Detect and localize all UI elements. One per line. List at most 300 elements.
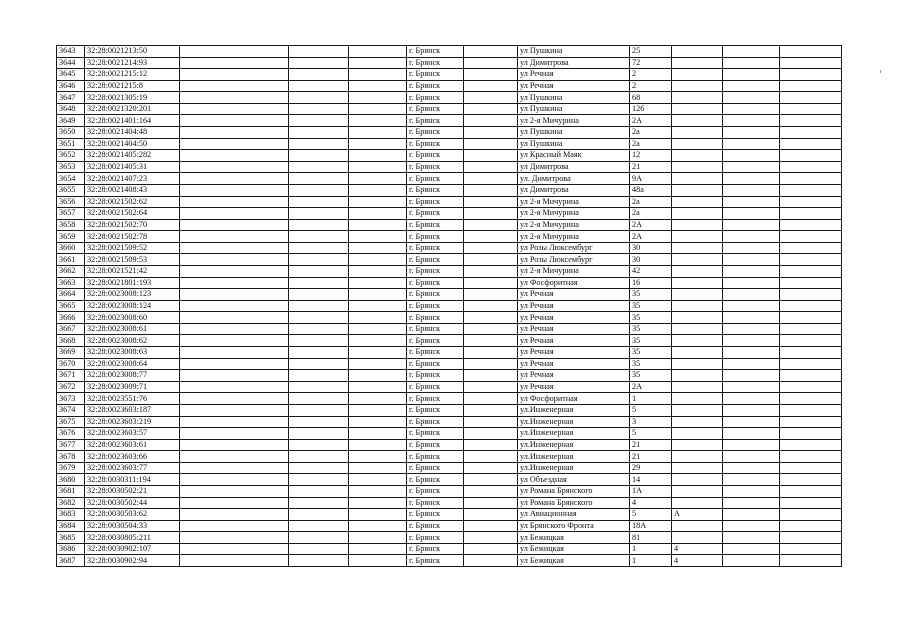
cell-street: ул Димитрова — [518, 57, 630, 69]
cell-house-number: 5 — [630, 404, 672, 416]
cell-row-number: 3658 — [57, 219, 85, 231]
cell-house-number: 35 — [630, 289, 672, 301]
cell-col-5 — [349, 289, 407, 301]
table-row — [57, 485, 842, 497]
cell-col-12 — [780, 462, 842, 474]
cell-col-5 — [349, 46, 407, 58]
cell-col-12 — [780, 231, 842, 243]
table-row — [57, 289, 842, 301]
cell-col-11 — [723, 103, 780, 115]
cell-row-number: 3654 — [57, 173, 85, 185]
cell-col-11 — [723, 219, 780, 231]
cell-col-5 — [349, 312, 407, 324]
cell-city: г. Брянск — [407, 416, 464, 428]
cell-col-7 — [464, 497, 518, 509]
cell-col-5 — [349, 555, 407, 567]
cell-row-number: 3651 — [57, 138, 85, 150]
cell-house-number: 2а — [630, 208, 672, 220]
cell-house-number: 42 — [630, 265, 672, 277]
cell-col-5 — [349, 127, 407, 139]
cell-col-3 — [180, 335, 289, 347]
cell-building — [672, 439, 723, 451]
cell-row-number: 3660 — [57, 242, 85, 254]
cell-street: ул.Инженерная — [518, 439, 630, 451]
cell-col-12 — [780, 381, 842, 393]
cell-col-3 — [180, 509, 289, 521]
cell-street: ул 2-я Мичурина — [518, 208, 630, 220]
cell-cadastral-number: 32:28:0021521:42 — [85, 265, 180, 277]
cell-col-11 — [723, 335, 780, 347]
cell-col-11 — [723, 451, 780, 463]
cell-city: г. Брянск — [407, 462, 464, 474]
cell-col-7 — [464, 103, 518, 115]
cell-row-number: 3670 — [57, 358, 85, 370]
cell-col-7 — [464, 231, 518, 243]
cell-col-4 — [289, 231, 349, 243]
cell-col-3 — [180, 277, 289, 289]
cell-street: ул.Инженерная — [518, 404, 630, 416]
cell-cadastral-number: 32:28:0021404:50 — [85, 138, 180, 150]
cell-col-11 — [723, 416, 780, 428]
table-row — [57, 404, 842, 416]
cell-house-number: 35 — [630, 300, 672, 312]
cell-cadastral-number: 32:28:0021214:93 — [85, 57, 180, 69]
cell-col-5 — [349, 231, 407, 243]
cell-col-11 — [723, 46, 780, 58]
cell-col-4 — [289, 127, 349, 139]
cell-col-7 — [464, 57, 518, 69]
table-row — [57, 219, 842, 231]
cell-street: ул Речная — [518, 323, 630, 335]
cell-street: ул 2-я Мичурина — [518, 196, 630, 208]
cell-col-7 — [464, 474, 518, 486]
table-row — [57, 370, 842, 382]
cell-row-number: 3650 — [57, 127, 85, 139]
cell-cadastral-number: 32:28:0023603:57 — [85, 428, 180, 440]
cell-building — [672, 242, 723, 254]
cell-col-4 — [289, 138, 349, 150]
cell-city: г. Брянск — [407, 277, 464, 289]
cell-col-7 — [464, 520, 518, 532]
cell-col-11 — [723, 80, 780, 92]
cell-col-11 — [723, 497, 780, 509]
cell-col-5 — [349, 69, 407, 81]
cell-building: А — [672, 509, 723, 521]
cell-col-12 — [780, 393, 842, 405]
cell-col-12 — [780, 150, 842, 162]
cell-col-12 — [780, 92, 842, 104]
cell-house-number: 12 — [630, 150, 672, 162]
cell-city: г. Брянск — [407, 242, 464, 254]
cell-row-number: 3659 — [57, 231, 85, 243]
cell-row-number: 3680 — [57, 474, 85, 486]
cell-col-4 — [289, 69, 349, 81]
cell-city: г. Брянск — [407, 115, 464, 127]
cell-col-7 — [464, 335, 518, 347]
cell-col-5 — [349, 347, 407, 359]
cell-col-12 — [780, 196, 842, 208]
cell-col-4 — [289, 254, 349, 266]
cell-col-7 — [464, 115, 518, 127]
cell-city: г. Брянск — [407, 219, 464, 231]
cell-street: ул Димитрова — [518, 161, 630, 173]
cell-col-4 — [289, 335, 349, 347]
cell-col-5 — [349, 161, 407, 173]
cell-col-5 — [349, 520, 407, 532]
cell-house-number: 1А — [630, 485, 672, 497]
cell-col-12 — [780, 161, 842, 173]
cell-col-12 — [780, 532, 842, 544]
cell-col-11 — [723, 312, 780, 324]
cell-building — [672, 393, 723, 405]
cell-row-number: 3678 — [57, 451, 85, 463]
cell-building — [672, 196, 723, 208]
cell-house-number: 30 — [630, 242, 672, 254]
cell-house-number: 21 — [630, 161, 672, 173]
cell-col-12 — [780, 46, 842, 58]
cell-cadastral-number: 32:28:0021502:62 — [85, 196, 180, 208]
table-row — [57, 474, 842, 486]
cell-city: г. Брянск — [407, 300, 464, 312]
cell-building: 4 — [672, 555, 723, 567]
table-row — [57, 462, 842, 474]
cell-cadastral-number: 32:28:0023008:62 — [85, 335, 180, 347]
cell-building — [672, 520, 723, 532]
cell-col-3 — [180, 393, 289, 405]
cell-col-5 — [349, 138, 407, 150]
cell-col-12 — [780, 115, 842, 127]
cell-street: ул.Инженерная — [518, 451, 630, 463]
table-row — [57, 323, 842, 335]
cell-col-7 — [464, 46, 518, 58]
cell-city: г. Брянск — [407, 57, 464, 69]
cell-col-11 — [723, 208, 780, 220]
table-row — [57, 196, 842, 208]
cell-cadastral-number: 32:28:0023603:187 — [85, 404, 180, 416]
cell-col-3 — [180, 80, 289, 92]
cell-house-number: 4 — [630, 497, 672, 509]
cell-house-number: 126 — [630, 103, 672, 115]
table-row — [57, 242, 842, 254]
cell-col-12 — [780, 404, 842, 416]
cell-col-11 — [723, 242, 780, 254]
cell-col-11 — [723, 300, 780, 312]
cell-col-7 — [464, 184, 518, 196]
cell-house-number: 81 — [630, 532, 672, 544]
cell-city: г. Брянск — [407, 289, 464, 301]
cell-col-5 — [349, 80, 407, 92]
cell-house-number: 48а — [630, 184, 672, 196]
table-row — [57, 57, 842, 69]
cell-col-3 — [180, 323, 289, 335]
cell-city: г. Брянск — [407, 404, 464, 416]
cell-city: г. Брянск — [407, 347, 464, 359]
table-row — [57, 184, 842, 196]
cell-col-11 — [723, 381, 780, 393]
cell-city: г. Брянск — [407, 323, 464, 335]
cell-col-3 — [180, 103, 289, 115]
cell-col-4 — [289, 289, 349, 301]
cell-house-number: 2А — [630, 231, 672, 243]
cell-col-3 — [180, 312, 289, 324]
cell-row-number: 3647 — [57, 92, 85, 104]
cell-street: ул Розы Люксембург — [518, 254, 630, 266]
cell-city: г. Брянск — [407, 439, 464, 451]
cell-col-12 — [780, 80, 842, 92]
cell-cadastral-number: 32:28:0023603:66 — [85, 451, 180, 463]
cell-col-11 — [723, 520, 780, 532]
table-row — [57, 127, 842, 139]
cell-col-11 — [723, 196, 780, 208]
cell-street: ул Речная — [518, 69, 630, 81]
cell-col-3 — [180, 92, 289, 104]
cell-col-4 — [289, 208, 349, 220]
cell-col-4 — [289, 323, 349, 335]
table-row — [57, 543, 842, 555]
cell-col-7 — [464, 127, 518, 139]
cell-house-number: 35 — [630, 312, 672, 324]
cell-col-4 — [289, 92, 349, 104]
cell-house-number: 35 — [630, 370, 672, 382]
cell-col-7 — [464, 300, 518, 312]
cell-col-12 — [780, 370, 842, 382]
table-row — [57, 381, 842, 393]
cell-col-4 — [289, 150, 349, 162]
cell-col-11 — [723, 462, 780, 474]
cell-col-5 — [349, 184, 407, 196]
cell-street: ул Пушкина — [518, 138, 630, 150]
cell-col-5 — [349, 196, 407, 208]
cell-col-12 — [780, 520, 842, 532]
cell-col-7 — [464, 347, 518, 359]
cell-building — [672, 370, 723, 382]
cell-house-number: 14 — [630, 474, 672, 486]
cell-city: г. Брянск — [407, 393, 464, 405]
cell-street: ул Димитрова — [518, 184, 630, 196]
cell-house-number: 5 — [630, 428, 672, 440]
cell-col-7 — [464, 254, 518, 266]
cell-col-12 — [780, 335, 842, 347]
cell-city: г. Брянск — [407, 312, 464, 324]
cell-col-12 — [780, 358, 842, 370]
cell-col-4 — [289, 393, 349, 405]
cell-cadastral-number: 32:28:0021320:201 — [85, 103, 180, 115]
cell-col-11 — [723, 150, 780, 162]
cell-col-4 — [289, 370, 349, 382]
cell-house-number: 3 — [630, 416, 672, 428]
cell-col-11 — [723, 543, 780, 555]
cell-col-7 — [464, 138, 518, 150]
cell-col-3 — [180, 115, 289, 127]
cell-street: ул Романа Брянского — [518, 497, 630, 509]
cell-row-number: 3674 — [57, 404, 85, 416]
cell-building — [672, 497, 723, 509]
cell-col-5 — [349, 219, 407, 231]
cell-col-3 — [180, 543, 289, 555]
document-page — [56, 45, 841, 567]
cell-building — [672, 138, 723, 150]
cell-col-3 — [180, 219, 289, 231]
cell-col-7 — [464, 428, 518, 440]
cell-col-4 — [289, 57, 349, 69]
cell-col-3 — [180, 173, 289, 185]
cell-house-number: 5 — [630, 509, 672, 521]
cell-street: ул 2-я Мичурина — [518, 115, 630, 127]
cell-building: 4 — [672, 543, 723, 555]
cell-street: ул Пушкина — [518, 46, 630, 58]
cell-row-number: 3683 — [57, 509, 85, 521]
cell-col-7 — [464, 555, 518, 567]
cell-col-4 — [289, 520, 349, 532]
cell-col-7 — [464, 69, 518, 81]
cell-row-number: 3668 — [57, 335, 85, 347]
cell-col-5 — [349, 381, 407, 393]
cell-street: ул Речная — [518, 300, 630, 312]
cell-street: ул Речная — [518, 335, 630, 347]
cell-cadastral-number: 32:28:0030502:44 — [85, 497, 180, 509]
cell-col-4 — [289, 428, 349, 440]
table-row — [57, 428, 842, 440]
table-row — [57, 335, 842, 347]
cell-col-3 — [180, 474, 289, 486]
cell-city: г. Брянск — [407, 451, 464, 463]
cell-row-number: 3682 — [57, 497, 85, 509]
cell-house-number: 2А — [630, 219, 672, 231]
cell-col-12 — [780, 347, 842, 359]
table-row — [57, 532, 842, 544]
cell-col-11 — [723, 92, 780, 104]
cell-col-11 — [723, 69, 780, 81]
cell-building — [672, 312, 723, 324]
cell-col-4 — [289, 485, 349, 497]
table-row — [57, 300, 842, 312]
cell-col-12 — [780, 173, 842, 185]
cell-street: ул.Инженерная — [518, 428, 630, 440]
cell-row-number: 3677 — [57, 439, 85, 451]
cell-row-number: 3667 — [57, 323, 85, 335]
cell-col-5 — [349, 300, 407, 312]
cell-col-7 — [464, 451, 518, 463]
cell-col-7 — [464, 242, 518, 254]
cell-row-number: 3675 — [57, 416, 85, 428]
cell-col-11 — [723, 173, 780, 185]
cell-street: ул Речная — [518, 347, 630, 359]
cell-col-12 — [780, 57, 842, 69]
cell-col-5 — [349, 474, 407, 486]
cell-col-4 — [289, 173, 349, 185]
cell-col-5 — [349, 393, 407, 405]
cell-cadastral-number: 32:28:0030311:194 — [85, 474, 180, 486]
cell-cadastral-number: 32:28:0023603:61 — [85, 439, 180, 451]
cell-col-12 — [780, 300, 842, 312]
cell-col-5 — [349, 532, 407, 544]
cell-col-7 — [464, 323, 518, 335]
cell-street: ул Речная — [518, 80, 630, 92]
cell-col-7 — [464, 416, 518, 428]
cell-col-3 — [180, 196, 289, 208]
cell-building — [672, 80, 723, 92]
cell-building — [672, 451, 723, 463]
cell-cadastral-number: 32:28:0023008:61 — [85, 323, 180, 335]
cell-city: г. Брянск — [407, 254, 464, 266]
table-row — [57, 138, 842, 150]
cell-city: г. Брянск — [407, 173, 464, 185]
cell-building — [672, 323, 723, 335]
cell-col-7 — [464, 370, 518, 382]
cell-col-5 — [349, 323, 407, 335]
cell-col-7 — [464, 196, 518, 208]
cell-col-4 — [289, 196, 349, 208]
cell-col-3 — [180, 57, 289, 69]
cell-col-4 — [289, 312, 349, 324]
cell-street: ул Речная — [518, 289, 630, 301]
cell-street: ул Пушкина — [518, 92, 630, 104]
cell-house-number: 9А — [630, 173, 672, 185]
cell-building — [672, 404, 723, 416]
cell-building — [672, 46, 723, 58]
cell-street: ул Бежицкая — [518, 555, 630, 567]
cell-col-4 — [289, 300, 349, 312]
cell-col-3 — [180, 439, 289, 451]
cell-row-number: 3646 — [57, 80, 85, 92]
cell-col-12 — [780, 509, 842, 521]
cell-col-5 — [349, 92, 407, 104]
cell-building — [672, 265, 723, 277]
cell-col-3 — [180, 289, 289, 301]
cell-row-number: 3686 — [57, 543, 85, 555]
cell-col-3 — [180, 485, 289, 497]
cell-col-11 — [723, 277, 780, 289]
cell-city: г. Брянск — [407, 92, 464, 104]
cell-col-7 — [464, 312, 518, 324]
cell-col-3 — [180, 381, 289, 393]
cell-city: г. Брянск — [407, 520, 464, 532]
cell-col-3 — [180, 300, 289, 312]
cell-city: г. Брянск — [407, 428, 464, 440]
cell-row-number: 3669 — [57, 347, 85, 359]
cell-cadastral-number: 32:28:0021215:8 — [85, 80, 180, 92]
cell-street: ул 2-я Мичурина — [518, 231, 630, 243]
cell-city: г. Брянск — [407, 196, 464, 208]
cell-col-4 — [289, 462, 349, 474]
cell-cadastral-number: 32:28:0023603:219 — [85, 416, 180, 428]
cell-col-7 — [464, 543, 518, 555]
cell-house-number: 35 — [630, 347, 672, 359]
cell-col-7 — [464, 219, 518, 231]
cell-building — [672, 127, 723, 139]
cell-street: ул Романа Брянского — [518, 485, 630, 497]
cell-col-7 — [464, 173, 518, 185]
cell-col-7 — [464, 265, 518, 277]
cell-house-number: 35 — [630, 335, 672, 347]
cell-col-11 — [723, 265, 780, 277]
cell-col-4 — [289, 242, 349, 254]
cell-row-number: 3656 — [57, 196, 85, 208]
cell-street: ул Пушкина — [518, 103, 630, 115]
cell-row-number: 3684 — [57, 520, 85, 532]
cell-col-7 — [464, 358, 518, 370]
cell-city: г. Брянск — [407, 381, 464, 393]
cell-building — [672, 208, 723, 220]
cell-col-12 — [780, 428, 842, 440]
cell-cadastral-number: 32:28:0021407:23 — [85, 173, 180, 185]
cell-col-11 — [723, 161, 780, 173]
cell-cadastral-number: 32:28:0021502:64 — [85, 208, 180, 220]
cell-building — [672, 231, 723, 243]
cell-col-3 — [180, 161, 289, 173]
cell-col-4 — [289, 347, 349, 359]
table-row — [57, 347, 842, 359]
